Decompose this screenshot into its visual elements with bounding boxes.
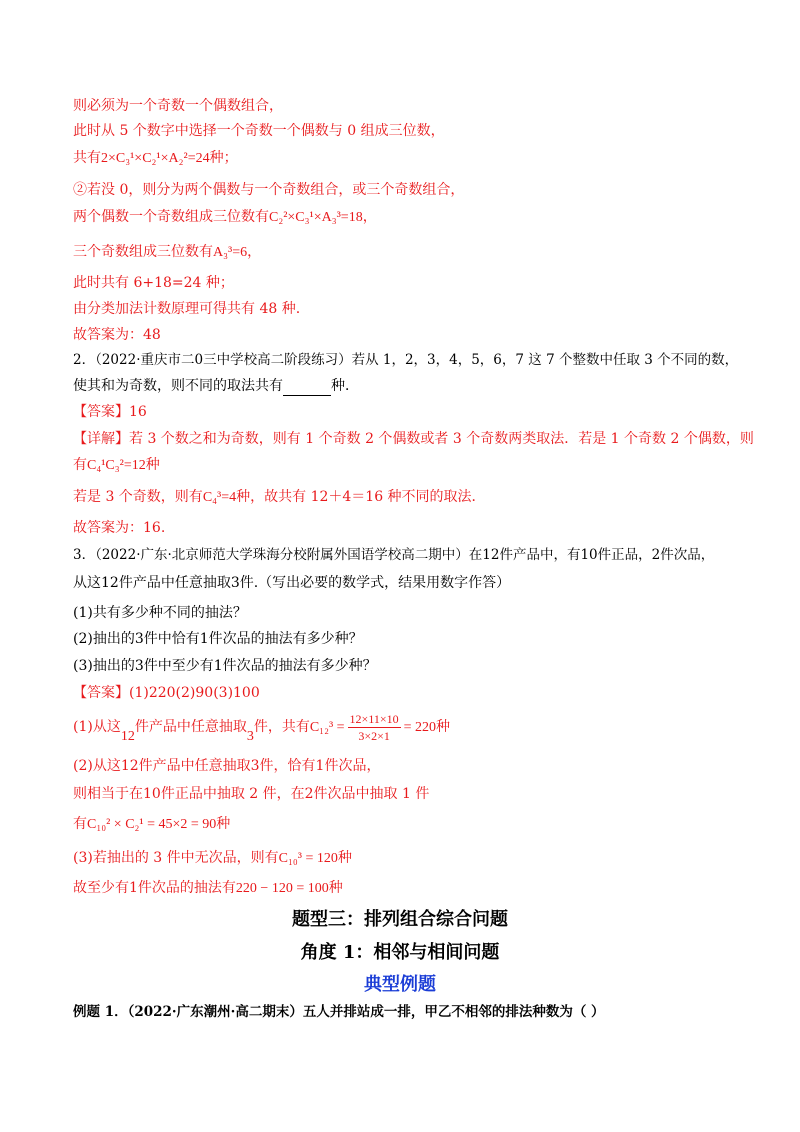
solution-line-7: 此时共有 6+18=24 种；: [73, 275, 234, 291]
part-1-mid2: 件，共有: [253, 719, 310, 735]
question-3-sub-3: (3)抽出的3件中至少有1件次品的抽法有多少种？: [73, 658, 377, 674]
detail-text-1: 若 3 个数之和为奇数，则有 1 个奇数 2 个偶数或者 3 个奇数两类取法．若是 1 个奇数 2 个偶数，则: [129, 431, 754, 447]
question-2-line-2-post: 种．: [331, 378, 359, 394]
solution-line-1: 则必须为一个奇数一个偶数组合，: [73, 98, 283, 114]
detail-2-post: 种: [145, 457, 160, 473]
solution-3-part-2-line-3: [73, 814, 230, 835]
answer-value: (1)220(2)90(3)100: [129, 685, 260, 701]
question-3-answer: [73, 683, 260, 703]
solution-line-6-pre: 三个奇数组成三位数有: [73, 244, 213, 260]
question-3-sub-2: (2)抽出的3件中恰有1件次品的抽法有多少种？: [73, 631, 363, 647]
part-2-line-3-pre: 有: [73, 816, 87, 832]
question-2-line-2: [73, 376, 359, 396]
solution-line-3-post: 种；: [209, 150, 238, 166]
answer-blank: [283, 381, 331, 396]
formula-part-3a: C₁₀³ = 120: [278, 851, 338, 866]
detail-tag: 【详解】: [73, 431, 129, 447]
typical-examples-heading: 典型例题: [364, 974, 436, 995]
formula-count-3: A₃³=6: [213, 245, 248, 260]
formula-part-3b: 220 − 120 = 100: [235, 881, 329, 896]
detail-3-post: 种，故共有 12＋4＝16 种不同的取法．: [236, 489, 486, 505]
solution-3-part-2-line-1: (2)从这12件产品中任意抽取3件，恰有1件次品，: [73, 758, 381, 774]
formula-detail-2: C₄³=4: [202, 490, 237, 505]
question-3-sub-1: (1)共有多少种不同的抽法？: [73, 605, 247, 621]
solution-line-5-pre: 两个偶数一个奇数组成三位数有: [73, 209, 269, 225]
part-3-line-1-post: 种: [337, 850, 352, 866]
question-2-final: 故答案为：16.: [73, 520, 166, 536]
fraction-numerator: 12×11×10: [349, 711, 399, 726]
solution-line-4: ②若没 0，则分为两个偶数与一个奇数组合，或三个奇数组合，: [73, 182, 465, 198]
part-1-mid: 件产品中任意抽取: [134, 719, 247, 735]
part-3-line-1-pre: (3)若抽出的 3 件中无次品，则有: [73, 850, 279, 866]
detail-2-pre: 有: [73, 457, 87, 473]
part-1-k: 3: [246, 729, 254, 744]
question-3-line-1: 3．（2022·广东·北京师范大学珠海分校附属外国语学校高二期中）在12件产品中，有10件正品，2件次品，: [73, 547, 715, 563]
section-subtitle: 角度 1：相邻与相间问题: [300, 942, 500, 963]
question-2-detail-2: [73, 455, 160, 476]
question-2-answer: [73, 402, 147, 422]
fraction-denominator: 3×2×1: [358, 728, 390, 743]
question-2-line-1: 2．（2022·重庆市二0三中学校高二阶段练习）若从 1，2，3，4，5，6，7 这 7 个整数中任取 3 个不同的数，: [73, 352, 739, 368]
part-1-pre: (1)从这: [73, 719, 121, 735]
solution-3-part-1: [73, 710, 450, 745]
formula-count-2: C₂²×C₃¹×A₃³=18: [269, 210, 363, 225]
solution-3-part-3-line-2: [73, 878, 343, 899]
solution-3-part-2-line-2: 则相当于在10件正品中抽取 2 件，在2件次品中抽取 1 件: [73, 786, 430, 802]
solution-line-6-post: ，: [247, 244, 262, 260]
part-1-post: 种: [436, 719, 451, 735]
question-2-line-2-pre: 使其和为奇数，则不同的取法共有: [73, 378, 283, 394]
part-2-line-3-post: 种: [216, 816, 231, 832]
solution-line-9: 故答案为：48: [73, 327, 161, 343]
solution-line-3: [73, 148, 238, 169]
solution-3-part-3-line-1: [73, 848, 352, 869]
part-1-n: 12: [120, 729, 135, 744]
answer-value: 16: [129, 404, 147, 420]
question-2-detail-3: [73, 487, 486, 508]
section-title: 题型三：排列组合综合问题: [292, 909, 508, 930]
detail-3-pre: 若是 3 个奇数，则有: [73, 489, 203, 505]
combination-symbol: C₁₂³ =: [309, 720, 345, 735]
part-3-line-2-pre: 故至少有1件次品的抽法有: [73, 880, 236, 896]
formula-count-1: 2×C₃¹×C₂¹×A₂²=24: [101, 151, 210, 166]
question-3-line-2: 从这12件产品中任意抽取3件.（写出必要的数学式，结果用数字作答）: [73, 575, 511, 591]
solution-line-5: [73, 207, 377, 228]
answer-tag: 【答案】: [73, 404, 129, 420]
solution-line-8: 由分类加法计数原理可得共有 48 种.: [73, 301, 301, 317]
solution-line-2: 此时从 5 个数字中选择一个奇数一个偶数与 0 组成三位数，: [73, 123, 445, 139]
question-2-detail-1: [73, 429, 754, 449]
formula-part-2: C₁₀² × C₂¹ = 45×2 = 90: [87, 817, 217, 832]
solution-line-3-pre: 共有: [73, 150, 101, 166]
formula-detail-1: C₄¹C₃²=12: [87, 458, 146, 473]
solution-line-5-post: ，: [362, 209, 377, 225]
fraction-result: = 220: [403, 720, 437, 735]
answer-tag: 【答案】: [73, 685, 129, 701]
example-1: 例题 1．（2022·广东潮州·高二期末）五人并排站成一排，甲乙不相邻的排法种数为（ ）: [73, 1004, 605, 1020]
part-3-line-2-post: 种: [328, 880, 343, 896]
fraction: [348, 711, 401, 744]
solution-line-6: [73, 242, 261, 263]
